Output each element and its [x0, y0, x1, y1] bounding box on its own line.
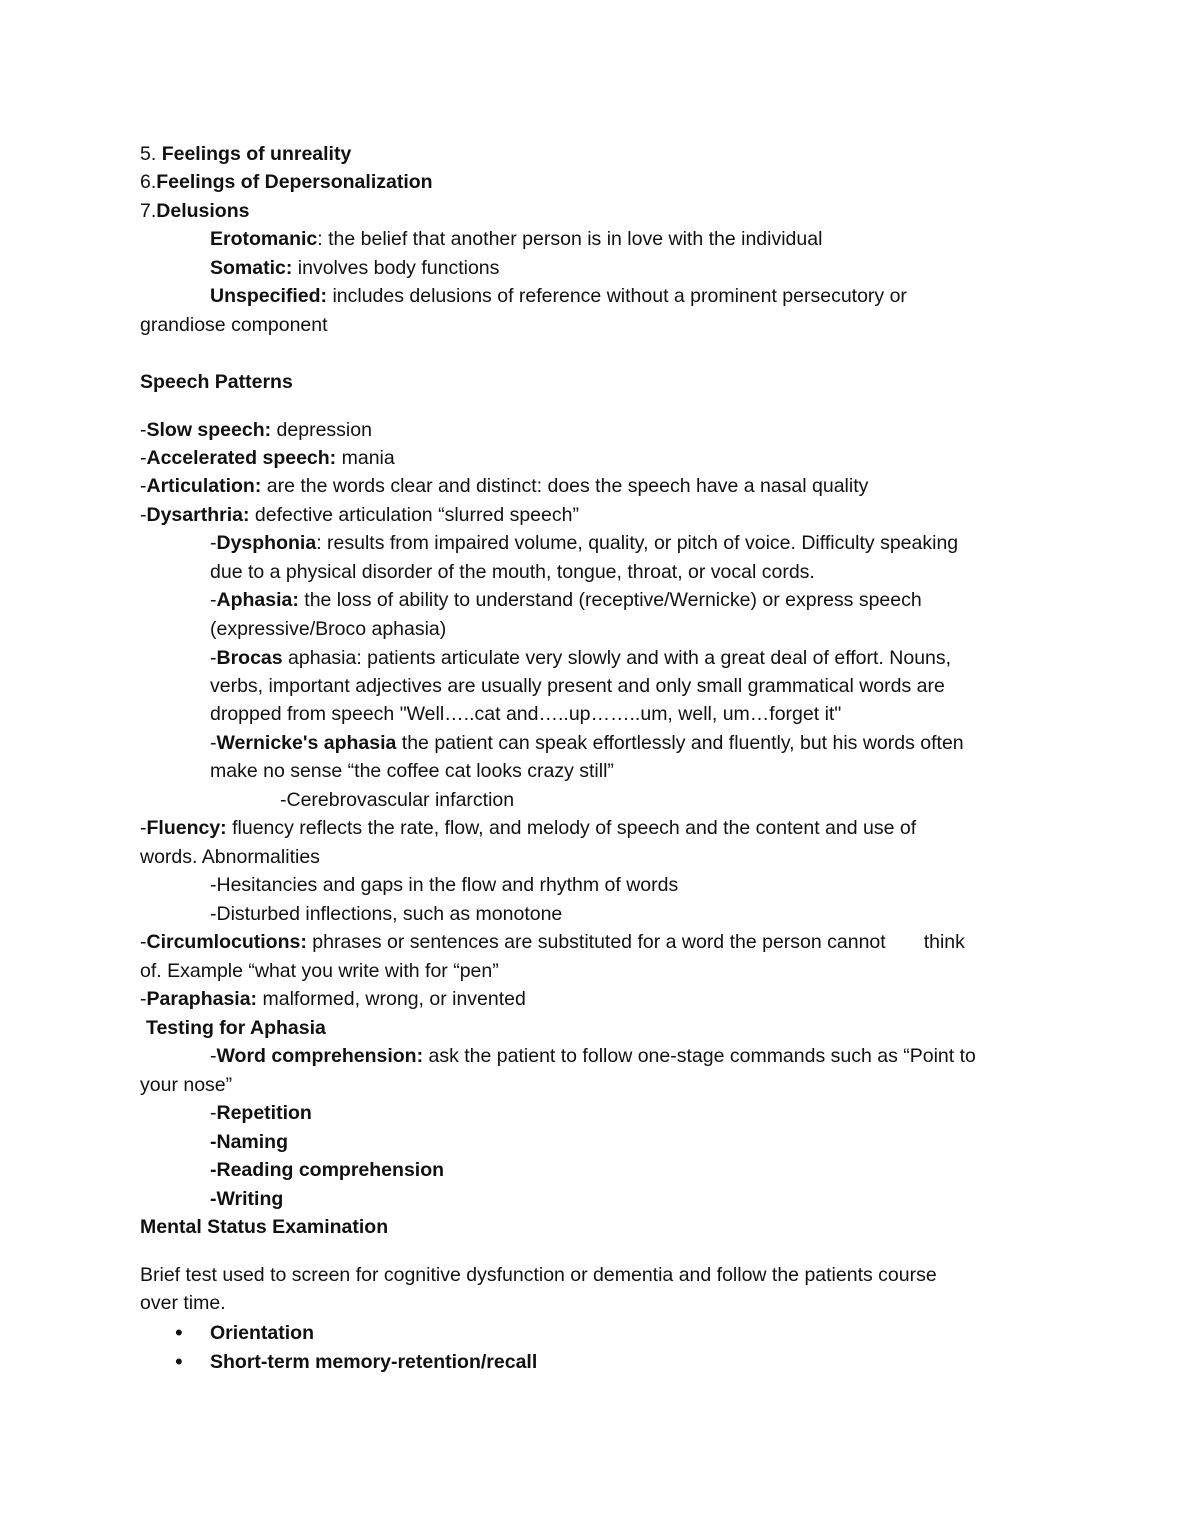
speech-paraphasia: -Paraphasia: malformed, wrong, or invented: [140, 988, 526, 1010]
testing-reading: -Reading comprehension: [210, 1159, 445, 1181]
testing-word-comprehension-cont: your nose”: [140, 1074, 233, 1096]
list-item-5: 5. Feelings of unreality: [140, 143, 352, 165]
testing-writing: -Writing: [210, 1188, 284, 1210]
speech-aphasia-cont: (expressive/Broco aphasia): [210, 618, 447, 640]
speech-dysphonia-cont: due to a physical disorder of the mouth, tongue, throat, or vocal cords.: [210, 561, 815, 583]
mse-intro: Brief test used to screen for cognitive dysfunction or dementia and follow the patients course: [140, 1264, 937, 1286]
testing-heading: Testing for Aphasia: [146, 1017, 326, 1039]
speech-articulation: -Articulation: are the words clear and distinct: does the speech have a nasal quality: [140, 475, 869, 497]
mse-bullet-orientation: Orientation: [210, 1322, 315, 1344]
speech-aphasia: -Aphasia: the loss of ability to understand (receptive/Wernicke) or express speech: [210, 589, 922, 611]
list-item-7: 7.Delusions: [140, 200, 250, 222]
speech-dysphonia: -Dysphonia: results from impaired volume, quality, or pitch of voice. Difficulty speaking: [210, 532, 959, 554]
bullet-icon: •: [175, 1349, 183, 1374]
speech-heading: Speech Patterns: [140, 371, 293, 393]
testing-naming: -Naming: [210, 1131, 288, 1153]
speech-fluency: -Fluency: fluency reflects the rate, flow, and melody of speech and the content and use of: [140, 817, 917, 839]
delusion-unspecified: Unspecified: includes delusions of reference without a prominent persecutory or: [210, 285, 907, 307]
speech-brocas-cont-1: verbs, important adjectives are usually present and only small grammatical words are: [210, 675, 945, 697]
testing-word-comprehension: -Word comprehension: ask the patient to follow one-stage commands such as “Point to: [210, 1045, 976, 1067]
testing-repetition: -Repetition: [210, 1102, 312, 1124]
speech-dysarthria: -Dysarthria: defective articulation “slurred speech”: [140, 504, 579, 526]
delusion-somatic: Somatic: involves body functions: [210, 257, 500, 279]
speech-circumlocutions-cont: of. Example “what you write with for “pen”: [140, 960, 499, 982]
speech-wernicke: -Wernicke's aphasia the patient can speak effortlessly and fluently, but his words often: [210, 732, 964, 754]
speech-fluency-cont: words. Abnormalities: [140, 846, 320, 868]
speech-wernicke-cont: make no sense “the coffee cat looks crazy still”: [210, 760, 614, 782]
mse-intro-cont: over time.: [140, 1292, 226, 1314]
speech-accelerated: -Accelerated speech: mania: [140, 447, 395, 469]
fluency-hesitancies: -Hesitancies and gaps in the flow and rhythm of words: [210, 874, 679, 896]
speech-circumlocutions: -Circumlocutions: phrases or sentences are substituted for a word the person cannot think: [140, 931, 965, 953]
list-item-6: 6.Feelings of Depersonalization: [140, 171, 433, 193]
mse-heading: Mental Status Examination: [140, 1216, 389, 1238]
speech-brocas: -Brocas aphasia: patients articulate very slowly and with a great deal of effort. Nouns,: [210, 647, 952, 669]
speech-slow: -Slow speech: depression: [140, 419, 372, 441]
speech-cerebrovascular: -Cerebrovascular infarction: [280, 789, 515, 811]
mse-bullet-memory: Short-term memory-retention/recall: [210, 1351, 538, 1373]
delusion-unspecified-cont: grandiose component: [140, 314, 328, 336]
speech-brocas-cont-2: dropped from speech "Well…..cat and…..up……..um, well, um…forget it": [210, 703, 842, 725]
delusion-erotomanic: Erotomanic: the belief that another person is in love with the individual: [210, 228, 823, 250]
fluency-inflections: -Disturbed inflections, such as monotone: [210, 903, 563, 925]
bullet-icon: •: [175, 1320, 183, 1345]
